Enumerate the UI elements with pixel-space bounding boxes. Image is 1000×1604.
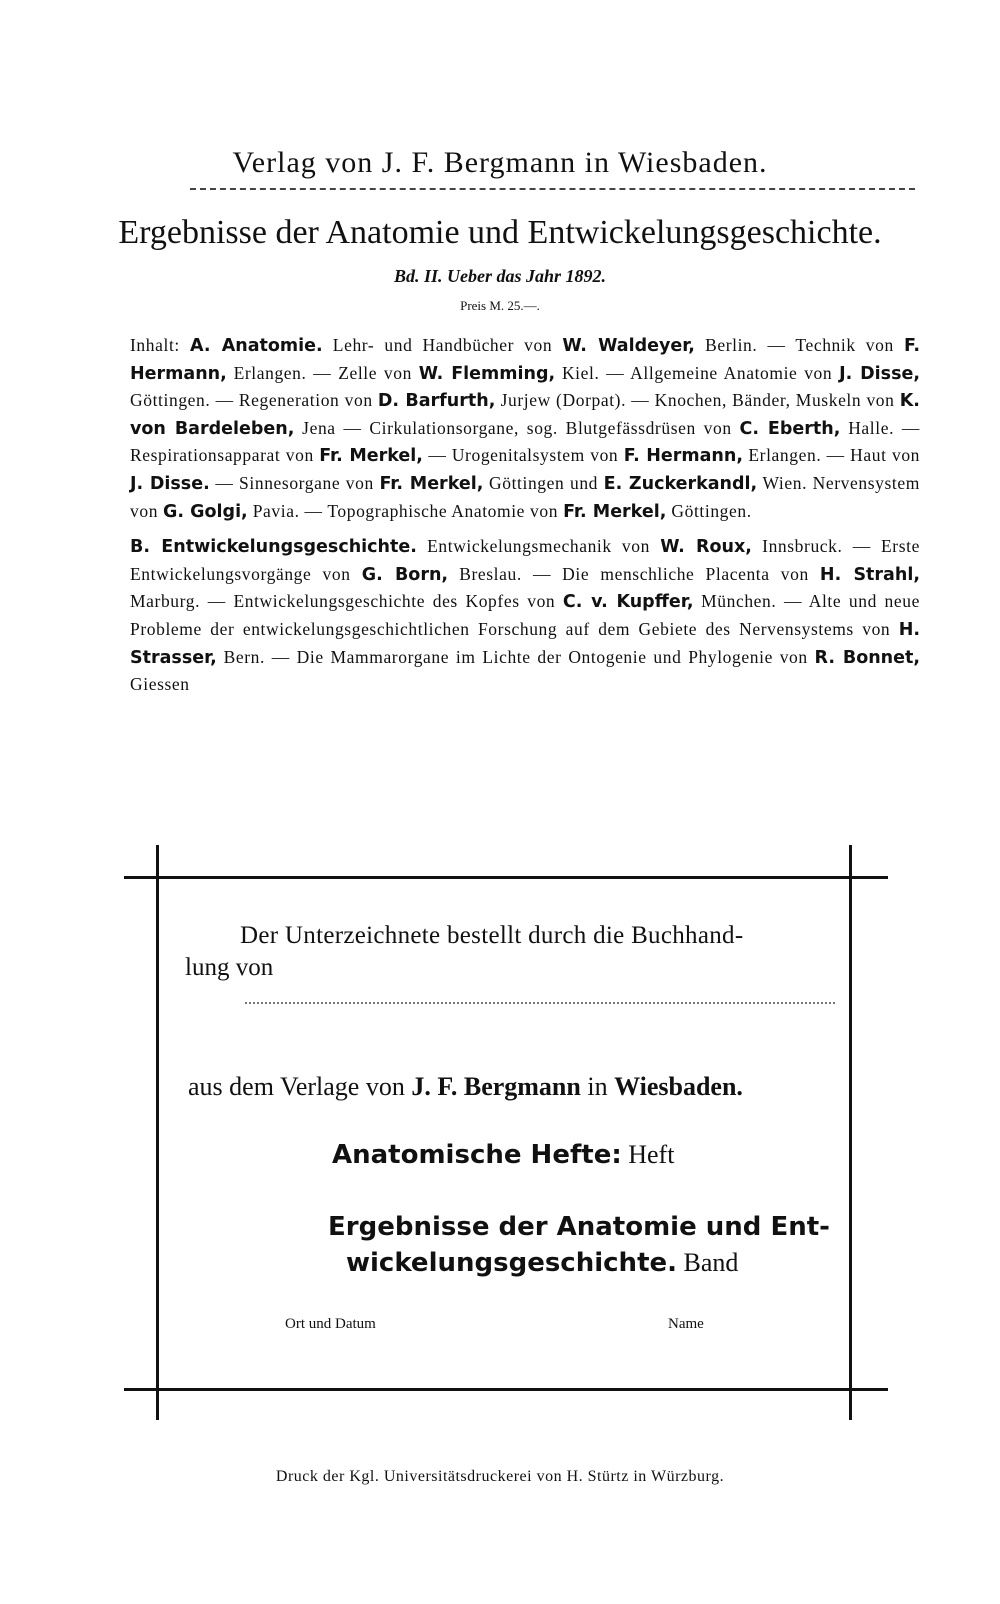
printer-line: Druck der Kgl. Universitätsdruckerei von H. Stürtz in Würzburg. [275, 1468, 725, 1485]
hefte-label: Anatomische Hefte: [332, 1140, 622, 1170]
entry-author: C. v. Kupffer, [562, 592, 694, 613]
entry-author: H. Strasser, [130, 619, 920, 668]
entry-place: Göttingen und [488, 472, 599, 493]
entry-topic: Alte und neue Probleme der entwickelungsgeschichtlichen Forschung auf dem Gebiete des Nervensystems von [130, 591, 920, 639]
entry-place: Kiel. — [561, 362, 625, 383]
entry-topic: Entwickelungsgeschichte des Kopfes von [233, 591, 556, 612]
entry-author: E. Zuckerkandl, [603, 473, 758, 494]
entry-topic: Die menschliche Placenta von [562, 563, 809, 584]
entry-place: Jurjew (Dorpat). — [500, 390, 650, 411]
volume-line: Bd. II. Ueber das Jahr 1892. [393, 266, 607, 286]
section-b-paragraph [130, 533, 920, 698]
entry-topic: Allgemeine Anatomie von [630, 362, 833, 383]
form-bottom-rule [124, 1388, 888, 1391]
form-top-rule [124, 876, 888, 879]
entry-author: K. von Bardeleben, [130, 391, 920, 439]
publisher-line: Verlag von J. F. Bergmann in Wiesbaden. [232, 146, 768, 179]
from-pre: aus dem Verlage von [188, 1072, 405, 1101]
entry-place: Giessen [130, 674, 190, 695]
from-publisher-name: J. F. Bergmann [411, 1072, 581, 1101]
section-a-paragraph [130, 332, 920, 525]
hefte-suffix: Heft [628, 1140, 675, 1169]
entry-author: H. Strahl, [819, 564, 920, 585]
entry-author: W. Flemming, [418, 363, 556, 384]
entry-author: F. Hermann, [130, 336, 920, 384]
entry-author: G. Golgi, [163, 501, 248, 522]
entry-place: Erlangen. — [233, 362, 332, 383]
section-heading: B. Entwickelungsgeschichte. [130, 537, 417, 558]
order-line-2: lung von [185, 954, 274, 981]
decorative-rule [190, 188, 915, 190]
entry-topic: Zelle von [338, 362, 412, 383]
entry-place: Göttingen. — [130, 390, 234, 411]
entry-topic: Respirationsapparat von [130, 445, 314, 466]
entry-author: Fr. Merkel, [319, 446, 423, 467]
contents-text [130, 332, 920, 698]
entry-topic: Nervensystem von [130, 472, 920, 521]
entry-author: C. Eberth, [739, 418, 841, 439]
entry-author: W. Roux, [660, 537, 752, 558]
entry-topic: Erste Entwickelungsvorgänge von [130, 536, 920, 584]
entry-author: G. Born, [361, 564, 449, 585]
entry-topic: Technik von [795, 335, 894, 355]
entry-place: München. — [701, 591, 803, 612]
entry-author: F. Hermann, [623, 446, 743, 467]
hefte-line [332, 1140, 674, 1170]
form-left-rule [156, 845, 159, 1420]
entry-place: Pavia. — [252, 500, 323, 521]
entry-place: Marburg. — [130, 591, 226, 612]
price: Preis M. 25.—. [460, 298, 540, 313]
entry-topic: Regeneration von [238, 390, 373, 411]
entry-place: Erlangen. — [748, 445, 845, 466]
entry-topic: Lehr- und Handbücher von [332, 335, 553, 355]
contents-intro: Inhalt: [130, 335, 180, 355]
entry-topic: Die Mammarorgane im Lichte der Ontogenie und Phylogenie von [296, 646, 808, 667]
entry-place: Göttingen. [671, 500, 752, 521]
ergebnisse-suffix: Band [683, 1248, 739, 1277]
entry-author: W. Waldeyer, [562, 336, 695, 356]
entry-place: Jena — [302, 417, 362, 438]
bookseller-blank[interactable] [245, 1002, 835, 1004]
ergebnisse-line-2-text: wickelungsgeschichte. [346, 1248, 678, 1278]
entry-place: Bern. — [223, 646, 290, 667]
entry-topic: Sinnesorgane von [239, 472, 374, 493]
name-label: Name [668, 1316, 704, 1332]
series-title: Ergebnisse der Anatomie und Entwickelungsgeschichte. [118, 214, 882, 251]
entry-place: Berlin. — [705, 335, 786, 355]
place-date-label: Ort und Datum [285, 1316, 376, 1332]
entry-author: R. Bonnet, [814, 647, 921, 668]
entry-author: J. Disse, [839, 363, 920, 384]
entry-topic: Topographische Anatomie von [327, 500, 559, 521]
ergebnisse-line-1: Ergebnisse der Anatomie und Ent- [328, 1212, 830, 1242]
entry-author: Fr. Merkel, [563, 501, 667, 522]
from-city: Wiesbaden. [614, 1072, 743, 1101]
entry-place: Halle. — [848, 417, 920, 438]
entry-place: Wien. [762, 472, 808, 493]
entry-author: J. Disse. [130, 473, 210, 494]
entry-author: Fr. Merkel, [379, 473, 484, 494]
entry-topic: Haut von [850, 445, 921, 466]
section-heading: A. Anatomie. [190, 336, 323, 356]
entry-place: — [215, 472, 234, 493]
entry-place: Innsbruck. — [762, 536, 871, 557]
form-right-rule [849, 845, 852, 1420]
entry-topic: Entwickelungsmechanik von [427, 536, 650, 557]
entry-author: D. Barfurth, [377, 391, 496, 412]
entry-place: Breslau. — [459, 563, 552, 584]
entry-topic: Urogenitalsystem von [451, 445, 619, 466]
entry-topic: Knochen, Bänder, Muskeln von [654, 390, 895, 411]
from-in: in [587, 1072, 608, 1101]
entry-place: — [428, 445, 447, 466]
entry-topic: Cirkulationsorgane, sog. Blutgefässdrüsen von [369, 417, 732, 438]
ergebnisse-line-2 [346, 1248, 738, 1278]
from-publisher-line [188, 1072, 743, 1102]
order-line-1: Der Unterzeichnete bestellt durch die Buchhand- [240, 922, 744, 949]
